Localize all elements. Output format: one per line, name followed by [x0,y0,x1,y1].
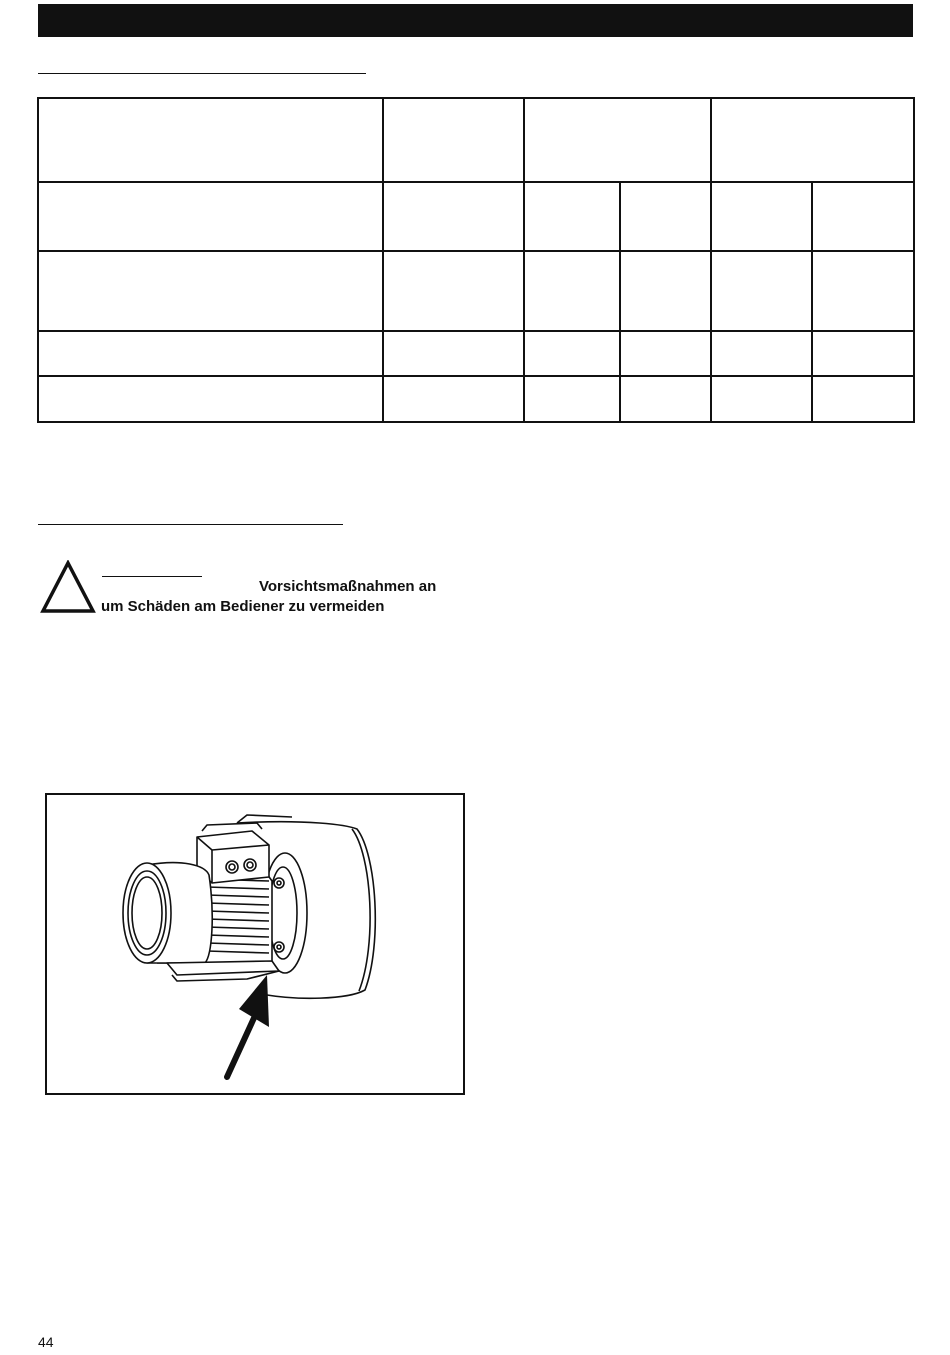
table-cell [711,376,812,422]
table-cell [524,331,620,376]
warning-text-line-1: Vorsichtsmaßnahmen an [259,578,437,595]
warning-text-line-2: um Schäden am Bediener zu vermeiden [101,598,385,615]
table-cell [812,331,914,376]
table-cell [524,376,620,422]
motor-figure [45,793,465,1095]
table-row [38,376,914,422]
table-cell [711,331,812,376]
table-cell [383,251,524,331]
table-cell [711,251,812,331]
spec-table [37,97,915,423]
table-cell [38,98,383,182]
motor-with-arrow-illustration [47,795,467,1097]
table-cell [620,331,711,376]
table-cell [383,182,524,251]
table-row [38,331,914,376]
section-rule-2 [38,524,343,525]
table-cell [38,182,383,251]
table-row [38,98,914,182]
table-cell [620,251,711,331]
table-cell [38,376,383,422]
table-cell [711,98,914,182]
table-cell [812,182,914,251]
warning-triangle-icon [40,560,96,614]
table-cell [38,251,383,331]
section-rule-1 [38,73,366,74]
table-cell [812,251,914,331]
table-cell [620,376,711,422]
table-cell [383,376,524,422]
table-cell [38,331,383,376]
table-cell [524,182,620,251]
table-cell [812,376,914,422]
table-cell [524,251,620,331]
table-cell [524,98,711,182]
table-cell [383,98,524,182]
warning-heading-rule [102,576,202,577]
header-bar [38,4,913,37]
table-cell [620,182,711,251]
table-row [38,251,914,331]
table-cell [711,182,812,251]
table-row [38,182,914,251]
page-number: 44 [38,1334,54,1350]
table-cell [383,331,524,376]
